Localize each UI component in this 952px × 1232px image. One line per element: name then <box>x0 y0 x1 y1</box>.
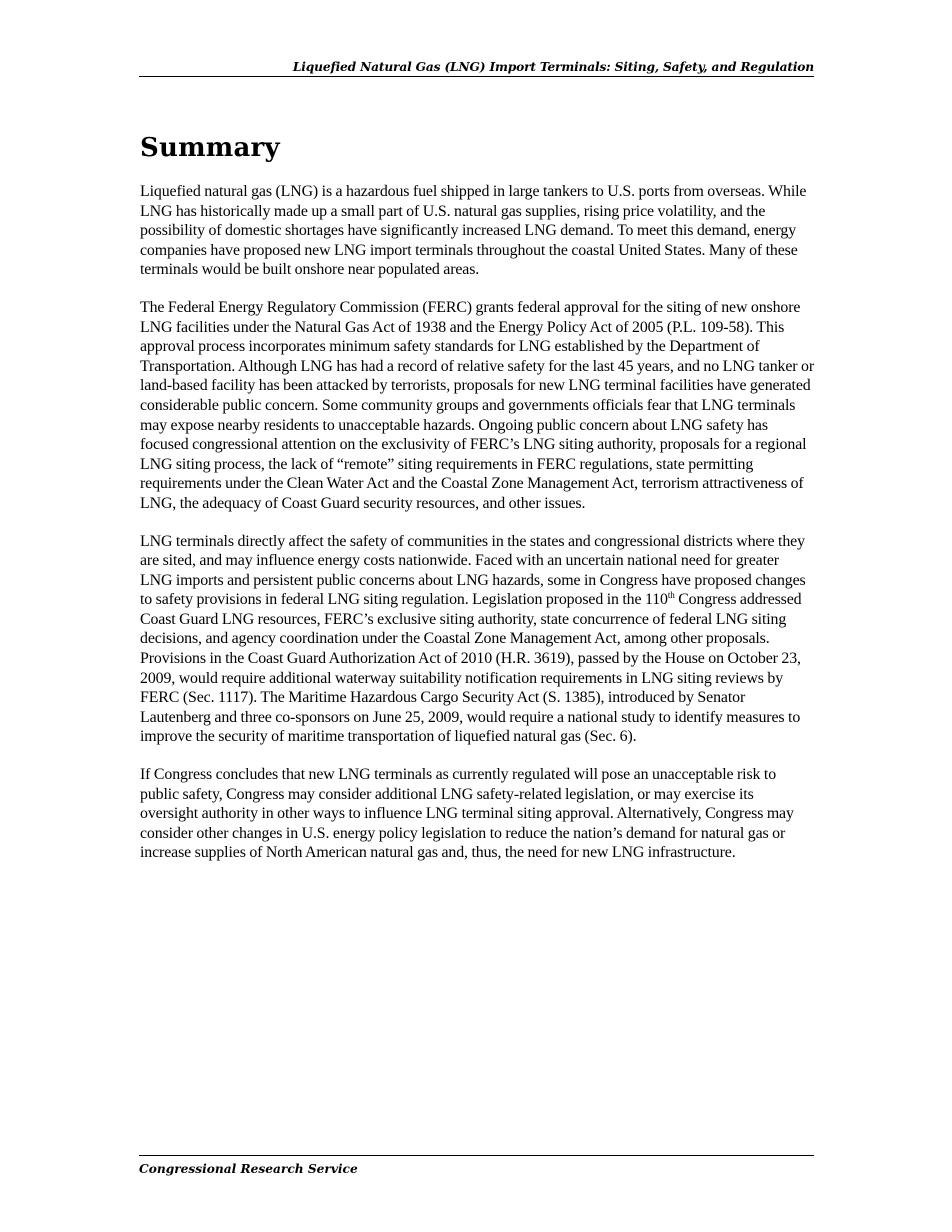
paragraph-4: If Congress concludes that new LNG terminals as currently regulated will pose an unacceptable risk to public safety, Congress may consider additional LNG safety-related legislation, or may exercise its oversight authority in other ways to influence LNG terminal siting approval. Alternatively, Congress may consider other changes in U.S. energy policy legislation to reduce the nation’s demand for natural gas or increase supplies of North American natural gas and, thus, the need for new LNG infrastructure. <box>140 766 794 862</box>
page-header <box>139 58 814 77</box>
ordinal-superscript: th <box>667 590 675 601</box>
paragraph-3 <box>140 532 814 748</box>
page-footer <box>139 1155 814 1178</box>
paragraph-3-text-a: LNG terminals directly affect the safety of communities in the states and congressional districts where they are sited, and may influence energy costs nationwide. Faced with an uncertain national need for greater LNG imports and persistent public concerns about LNG hazards, some in Congress have proposed changes to safety provisions in federal LNG siting regulation. Legislation proposed in the 110 <box>140 532 806 609</box>
paragraph-2: The Federal Energy Regulatory Commission (FERC) grants federal approval for the siting of new onshore LNG facilities under the Natural Gas Act of 1938 and the Energy Policy Act of 2005 (P.L. 109-58). This approval process incorporates minimum safety standards for LNG established by the Department of Transportation. Although LNG has had a record of relative safety for the last 45 years, and no LNG tanker or land-based facility has been attacked by terrorists, proposals for new LNG terminal facilities have generated considerable public concern. Some community groups and governments officials fear that LNG terminals may expose nearby residents to unacceptable hazards. Ongoing public concern about LNG safety has focused congressional attention on the exclusivity of FERC’s LNG siting authority, proposals for a regional LNG siting process, the lack of “remote” siting requirements in FERC regulations, state permitting requirements under the Clean Water Act and the Coastal Zone Management Act, terrorism attractiveness of LNG, the adequacy of Coast Guard security resources, and other issues. <box>140 298 815 512</box>
paragraph-3-text-b: Congress addressed Coast Guard LNG resources, FERC’s exclusive siting authority, state concurrence of federal LNG siting decisions, and agency coordination under the Coastal Zone Management Act, among other proposals. Provisions in the Coast Guard Authorization Act of 2010 (H.R. 3619), passed by the House on October 23, 2009, would require additional waterway suitability notification requirements in LNG siting reviews by FERC (Sec. 1117). The Maritime Hazardous Cargo Security Act (S. 1385), introduced by Senator Lautenberg and three co-sponsors on June 25, 2009, would require a national study to identify measures to improve the security of maritime transportation of liquefied natural gas (Sec. 6). <box>140 591 802 746</box>
running-title: Liquefied Natural Gas (LNG) Import Terminals: Siting, Safety, and Regulation <box>292 60 814 74</box>
section-title: Summary <box>140 133 280 163</box>
summary-body <box>140 182 814 881</box>
paragraph-1: Liquefied natural gas (LNG) is a hazardous fuel shipped in large tankers to U.S. ports from overseas. While LNG has historically made up a small part of U.S. natural gas supplies, rising price volatility, and the possibility of domestic shortages have significantly increased LNG demand. To meet this demand, energy companies have proposed new LNG import terminals throughout the coastal United States. Many of these terminals would be built onshore near populated areas. <box>140 183 807 279</box>
footer-publisher: Congressional Research Service <box>139 1162 358 1176</box>
